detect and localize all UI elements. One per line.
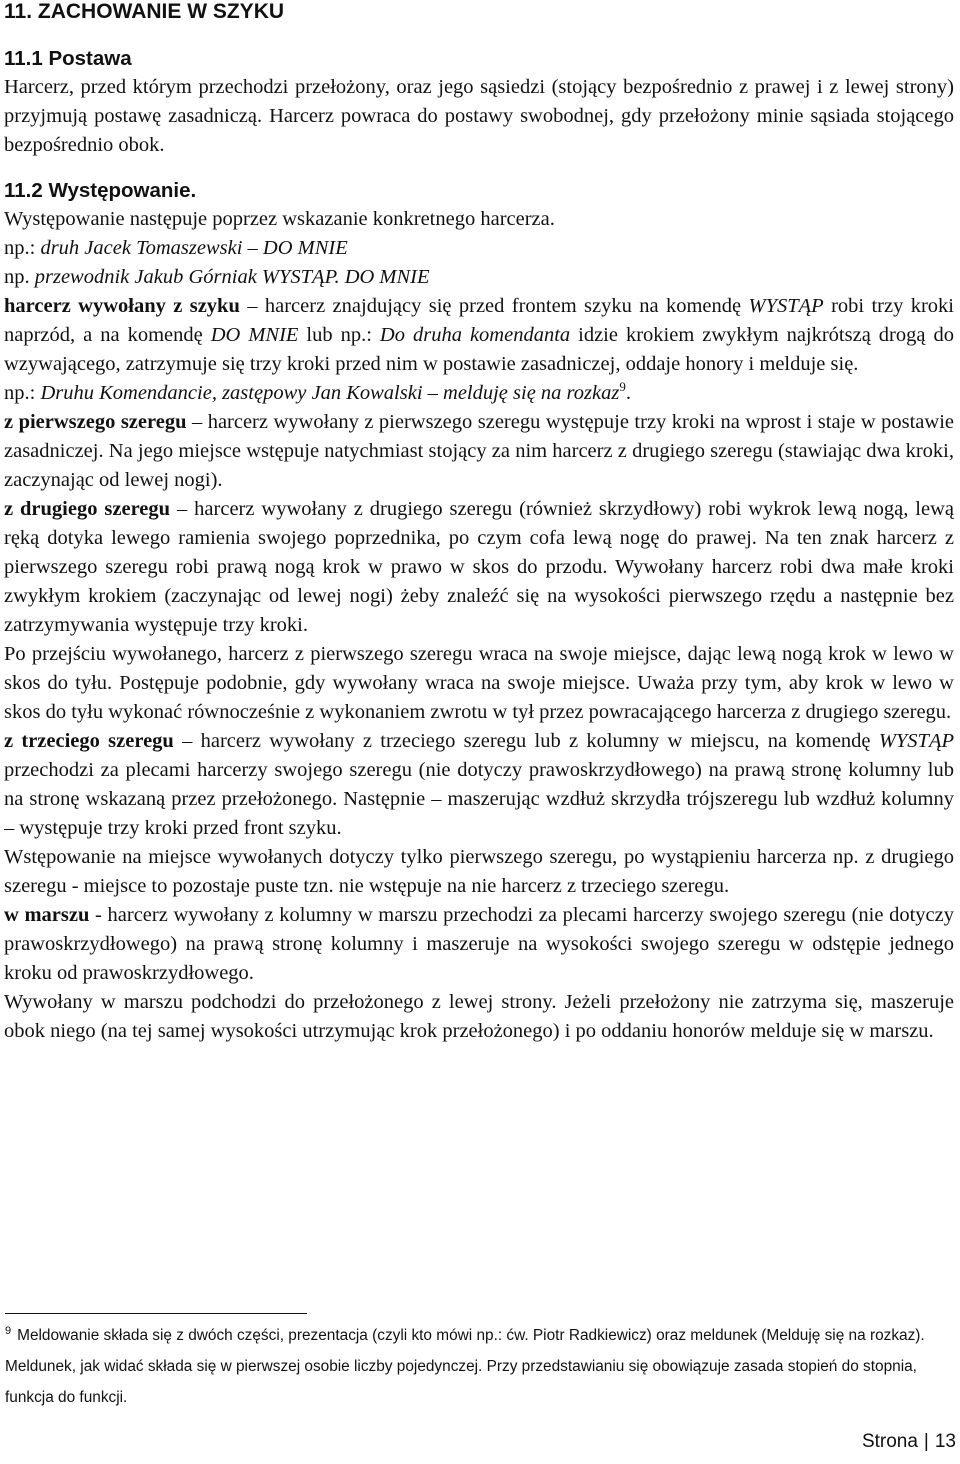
report-example-line (4, 379, 954, 408)
section-posture-body (4, 73, 954, 160)
footnote-reference[interactable]: 9 (619, 379, 626, 395)
footnote-number: 9 (5, 1324, 12, 1337)
footnote (5, 1320, 953, 1413)
footer-separator: | (923, 1431, 929, 1452)
page-number: 13 (934, 1431, 956, 1452)
example-line-1 (4, 234, 954, 263)
first-rank-paragraph (4, 408, 954, 495)
example-command: druh Jacek Tomaszewski – DO MNIE (35, 237, 348, 259)
called-out-paragraph (4, 292, 954, 379)
footnote-divider (5, 1313, 307, 1314)
refill-rule-paragraph: Wstępowanie na miejsce wywołanych dotyczy tylko pierwszego szeregu, po wystąpieniu harcerza np. z drugiego szeregu - miejsce to pozostaje puste tzn. nie wstępuje na nie harcerz z trzeciego szeregu. (4, 846, 954, 897)
section-heading-posture: 11.1 Postawa (4, 47, 132, 70)
paragraph-text: lub np.: (298, 324, 380, 346)
term-first-rank: z pierwszego szeregu (4, 411, 187, 433)
paragraph-text: . (625, 382, 631, 404)
chapter-heading: 11. ZACHOWANIE W SZYKU (4, 0, 285, 23)
command-text: WYSTĄP (748, 295, 824, 317)
example-prefix: np.: (4, 382, 36, 404)
paragraph-text: – harcerz znajdujący się przed frontem szyku na komendę (239, 295, 749, 317)
paragraph-text: robi trzy kroki naprzód, a na komendę (4, 295, 954, 346)
command-text: DO MNIE (210, 324, 299, 346)
report-example-text: Druhu Komendancie, zastępowy Jan Kowalski – melduję się na rozkaz (35, 382, 620, 404)
example-prefix: np.: (4, 237, 36, 259)
term-third-rank: z trzeciego szeregu (4, 730, 174, 752)
example-command: przewodnik Jakub Górniak WYSTĄP. DO MNIE (29, 266, 430, 288)
third-rank-paragraph (4, 727, 954, 843)
intro-paragraph: Występowanie następuje poprzez wskazanie konkretnego harcerza. (4, 208, 555, 230)
command-text: WYSTĄP (878, 730, 954, 752)
after-passing-paragraph: Po przejściu wywołanego, harcerz z pierwszego szeregu wraca na swoje miejsce, dając lewą nogą krok w lewo w skos do tyłu. Postępuje podobnie, gdy wywołany wraca na swoje miejsce. Uważa przy tym, aby krok w lewo w skos do tyłu wykonać równocześnie z wykonaniem zwrotu w tył przez powracającego harcerza z drugiego szeregu. (4, 643, 954, 723)
paragraph-text: – harcerz wywołany z pierwszego szeregu występuje trzy kroki na wprost i staje w postawie zasadniczej. Na jego miejsce wstępuje natychmiast stojący za nim harcerz z drugiego szeregu (stawiając dwa kroki, zaczynając od lewej nogi). (4, 411, 954, 491)
paragraph-text: - harcerz wywołany z kolumny w marszu przechodzi za plecami harcerzy swojego szeregu (nie dotyczy prawoskrzydłowego) na prawą stronę kolumny i maszeruje na wysokości swojego szeregu w odstępie jednego kroku od prawoskrzydłowego. (4, 904, 954, 984)
document-page (4, 0, 954, 1046)
term-second-rank: z drugiego szeregu (4, 498, 171, 520)
posture-paragraph: Harcerz, przed którym przechodzi przełożony, oraz jego sąsiedzi (stojący bezpośrednio z prawej i z lewej strony) przyjmują postawę zasadniczą. Harcerz powraca do postawy swobodnej, gdy przełożony minie sąsiada stojącego bezpośrednio obok. (4, 76, 954, 156)
page-label: Strona (861, 1431, 918, 1452)
term-in-march: w marszu (4, 904, 90, 926)
example-line-2 (4, 263, 954, 292)
second-rank-paragraph (4, 495, 954, 640)
term-called-out: harcerz wywołany z szyku (4, 295, 240, 317)
section-heading-stepping-out: 11.2 Występowanie. (4, 179, 197, 202)
footnote-text: Meldowanie składa się z dwóch części, prezentacja (czyli kto mówi np.: ćw. Piotr Radkiewicz) oraz meldunek (Melduję się na rozkaz). Meldunek, jak widać składa się w pierwszej osobie liczby pojedynczej. Przy przedstawianiu się obowiązuje zasada stopień do stopnia, funkcja do funkcji. (5, 1327, 925, 1406)
example-prefix: np. (4, 266, 30, 288)
paragraph-text: idzie krokiem zwykłym najkrótszą drogą do wzywającego, zatrzymuje się trzy kroki przed nim w postawie zasadniczej, oddaje honory i melduje się. (4, 324, 954, 375)
paragraph-text: przechodzi za plecami harcerzy swojego szeregu (nie dotyczy prawoskrzydłowego) na prawą stronę kolumny lub na stronę wskazaną przez przełożonego. Następnie – maszerując wzdłuż skrzydła trójszeregu lub wzdłuż kolumny – występuje trzy kroki przed front szyku. (4, 759, 954, 839)
in-march-paragraph (4, 901, 954, 988)
section-stepping-out-body (4, 205, 954, 1046)
march-report-paragraph: Wywołany w marszu podchodzi do przełożonego z lewej strony. Jeżeli przełożony nie zatrzyma się, maszeruje obok niego (na tej samej wysokości utrzymując krok przełożonego) i po oddaniu honorów melduje się w marszu. (4, 991, 954, 1042)
page-number-footer (862, 1429, 956, 1455)
paragraph-text: – harcerz wywołany z trzeciego szeregu lub z kolumny w miejscu, na komendę (173, 730, 879, 752)
command-text: Do druha komendanta (379, 324, 571, 346)
paragraph-text: – harcerz wywołany z drugiego szeregu (również skrzydłowy) robi wykrok lewą nogą, lewą ręką dotyka lewego ramienia swojego poprzednika, po czym cofa lewą nogę do prawej. Na ten znak harcerz z pierwszego szeregu robi prawą nogą krok w prawo w skos do przodu. Wywołany harcerz robi dwa małe kroki zwykłym krokiem (zaczynając od lewej nogi) żeby znaleźć się na wysokości pierwszego rzędu a następnie bez zatrzymywania występuje trzy kroki. (4, 498, 954, 636)
